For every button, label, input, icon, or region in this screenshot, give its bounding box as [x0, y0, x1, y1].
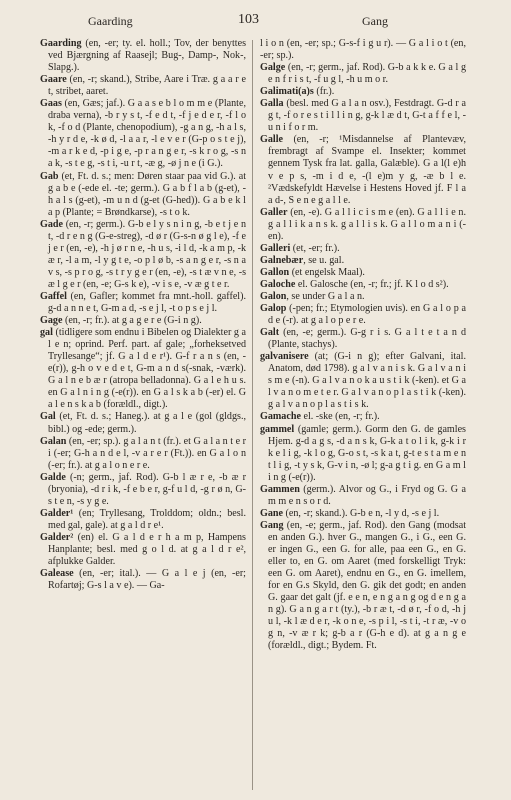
entry-text: (at; (G-i n g); efter Galvani, ital. Anatom, død 1798). g a l v a n i s k. G a l v a n i s m e (-n). G a l v a n o k a u s t i k (-ken). et G a l v a n o m e t e r. G a l v a n o p l a s t i k (-ken). g a l v a n o p l a s t i s k.: [268, 351, 466, 411]
entry-text: (besl. med G a l a n osv.), Festdragt. G-d r a g t, -f o r e s t i l l i n g, g-k l æ d t, G-t a f f e l, -u n i f o r m.: [268, 98, 466, 134]
entry-text: , se u. gal.: [303, 254, 345, 266]
entry-text: (en, Gæs; jaf.). G a a s e b l o m m e (Plante, draba verna), -b r y s t, -f e d t, -f j e d e r, -f l o k, -f o d (Plante, chenopodium), -g a n g, -h a l s, -h y r d e, -k ø d, -l a a r, -l e v e r (G-p o s t e j), -m a r k e d, -p i g e, -p r a n g e r, -s k r o g, -s n a k, -s t e g, -s t i, -u r t, -æ g, -ø j n e (i G.).: [48, 98, 246, 170]
entry-text: (-n; germ., jaf. Rod). G-b l æ r e, -b æ r (bryonia), -d r i k, -f e b e r, g-f u l d, -g r ø n, G-s t e n, -s y g e.: [48, 471, 246, 507]
entry-headword: Galease: [40, 568, 74, 580]
dictionary-entry: [260, 279, 466, 291]
entry-text: (-pen; fr.; Etymologien uvis). en G a l o p a d e (-r). at g a l o p e r e.: [268, 303, 466, 327]
dictionary-entry: [260, 424, 466, 484]
entry-text: (germ.). Alvor og G., i Fryd og G. G a m m e n s o r d.: [268, 483, 466, 507]
entry-headword: Galde: [40, 471, 66, 483]
right-column: [260, 38, 466, 794]
entry-text: (et engelsk Maal).: [289, 266, 365, 278]
dictionary-entry: [260, 291, 466, 303]
entry-headword: Gane: [260, 507, 283, 519]
entry-text: (en, -e; germ.). G-g r i s. G a l t e t a n d (Plante, stachys).: [268, 327, 466, 351]
entry-headword: Galt: [260, 327, 280, 339]
entry-text: (en, Gafler; kommet fra mnt.-holl. gaffel). g-d a n n e t, G-m a d, -s e j l, -t o p s e j l.: [48, 290, 246, 315]
entry-headword: Gade: [40, 218, 63, 230]
dictionary-entry: [40, 219, 246, 291]
entry-headword: Galimati(a)s: [260, 86, 314, 98]
entry-headword: Gaffel: [40, 290, 67, 302]
dictionary-entry: [260, 484, 466, 508]
dictionary-entry: [40, 532, 246, 568]
entry-headword: Galoche: [260, 278, 296, 290]
entry-text: (en, -r; germ.). G-b e l y s n i n g, -b e t j e n t, -d r e n g (G-e-streg), -d ø r (G-s-n ø g l e), -f e j e r (en, -e), -h j ø r n e, -h u s, -i l d, -k a m p, -k æ r, -l a m, -l y g t e, -o p l ø b, -s a n g e r, -s n a v s, -s p r o g, -s t r y g e r (en, -e), -s t æ v n e, -s æ l g e r (en, -e; G-s k e), -v i s e, -v æ g t e r.: [48, 218, 246, 290]
dictionary-entry: [260, 62, 466, 86]
header-first-word: Gaarding: [88, 14, 133, 28]
dictionary-entry: [260, 207, 466, 243]
dictionary-entry: [260, 98, 466, 134]
entry-headword: Galler: [260, 206, 288, 218]
entry-text: (en, -er; ital.). — G a l e j (en, -er; Rofartøj; G-s l a v e). — Ga-: [48, 568, 246, 592]
entry-headword: Gaare: [40, 74, 67, 86]
entry-text: (en, -er; ty. el. holl.; Tov, der benyttes ved Bjærgning af Raasejl; Bug-, Damp-, Nok-, Slapg.).: [48, 38, 246, 74]
entry-headword: Gallon: [260, 266, 290, 278]
entry-text: el. Galosche (en, -r; fr.; jf. K l o d s²).: [295, 278, 449, 290]
dictionary-entry: [40, 291, 246, 315]
dictionary-entry: [260, 134, 466, 206]
page-number: 103: [238, 12, 259, 27]
dictionary-entry: [40, 568, 246, 592]
dictionary-entry: [260, 411, 466, 423]
running-head: [0, 10, 511, 32]
left-column: [40, 38, 246, 794]
column-divider: [252, 40, 253, 790]
entry-text: (tidligere som endnu i Bibelen og Dialekter g a l e n; oprind. Perf. part. af gale; „forheksetved Tryllesange“; jf. G a l d e r¹). G-f r a n s (en, -e(r)), g-h o v e d e t, G-m a n d s(-snak, -værk). G a l n e b æ r (atropa belladonna). G a l e h u s. en G a l n i n g (-e(r)). en G a l s k a b (-er) el. G a l e n s k a b (forældl., digt.).: [48, 327, 246, 411]
entry-headword: gal: [40, 327, 53, 339]
dictionary-entry: [260, 255, 466, 267]
entry-headword: Galleri: [260, 242, 291, 254]
entry-headword: Gab: [40, 170, 59, 182]
entry-headword: Galop: [260, 303, 287, 315]
entry-headword: Gaarding: [40, 38, 82, 49]
entry-text: (en, -r; germ., jaf. Rod). G-b a k k e. G a l g e n f r i s t, -f u g l, -h u m o r.: [268, 62, 466, 86]
dictionary-entry: [260, 86, 466, 98]
dictionary-entry: [40, 508, 246, 532]
dictionary-entry: [260, 38, 466, 62]
dictionary-entry: [260, 508, 466, 520]
entry-headword: Gamache: [260, 411, 301, 423]
entry-text: (et, -er; fr.).: [290, 242, 340, 254]
dictionary-entry: [40, 472, 246, 508]
entry-headword: Galle: [260, 134, 283, 146]
entry-text: (et, Ft. d. s.; men: Døren staar paa vid G.). at g a b e (-ede el. -te; germ.). G a b f l a b (g-et), -h a l s (g-et), -m u n d (g-et (G-hed)). G a b e k l a p (Plante; = Brøndkarse), -s t o k.: [48, 170, 246, 218]
dictionary-entry: [40, 74, 246, 98]
dictionary-entry: [40, 327, 246, 411]
dictionary-entry: [40, 171, 246, 219]
dictionary-entry: [40, 38, 246, 74]
dictionary-entry: [260, 243, 466, 255]
entry-text: l i o n (en, -er; sp.; G-s-f i g u r). — G a l i o t (en, -er; sp.).: [260, 38, 466, 62]
dictionary-entry: [260, 351, 466, 411]
entry-text: (en; Tryllesang, Trolddom; oldn.; besl. med gal, gale). at g a l d r e¹.: [48, 507, 246, 531]
entry-text: , se under G a l a n.: [286, 290, 365, 302]
dictionary-entry: [40, 315, 246, 327]
entry-headword: gammel: [260, 423, 295, 435]
entry-headword: Gang: [260, 519, 284, 531]
entry-headword: Galan: [40, 435, 67, 447]
entry-text: (en, -r; skand.). G-b e n, -l y d, -s e j l.: [283, 507, 440, 519]
entry-text: (et, Ft. d. s.; Haneg.). at g a l e (gol (gldgs., bibl.) og -ede; germ.).: [48, 411, 246, 435]
entry-text: (en, -r; skand.), Stribe, Aare i Træ. g a a r e t, stribet, aaret.: [48, 74, 246, 98]
entry-text: (en, -e; germ., jaf. Rod). den Gang (modsat en anden G.). hver G., mangen G., i G., een G. er ingen G., een G. for alle, paa een G., en G. eller to, en G. om Aaret (med forskelligt Tryk: een G. om Aaret), endnu en G., en G. imellem, for en G.s Skyld, den G. gik det godt; en anden G. gaar det galt (jf. e e n, e n g a n g og d e n g a n g). G a n g a r t (ty.), -b r æ t, -d ø r, -f o d, -h j u l, -k l æ d e r, -k o n e, -s p i l, -s t i, -t r æ, -v o g n, -v æ r k; g-b a r (G-h e d). at g a n g e (forældl., digt.; Bydem. Ft.: [268, 519, 466, 652]
entry-text: (en, -e). G a l l i c i s m e (en). G a l l i e n. g a l l i k a n s k. g a l l i s k. G a l l o m a n i (-en).: [268, 206, 466, 242]
entry-headword: Gaas: [40, 98, 62, 110]
entry-headword: Galon: [260, 290, 287, 302]
entry-text: (fr.).: [313, 86, 335, 98]
entry-headword: Galge: [260, 62, 286, 74]
dictionary-entry: [40, 436, 246, 472]
entry-headword: Gal: [40, 411, 56, 423]
entry-headword: Galder¹: [40, 507, 74, 519]
dictionary-entry: [260, 303, 466, 327]
entry-text: (en, -r; ¹Misdannelse af Plantevæv, frembragt af Svampe el. Insekter; kommet gennem Tysk fra lat. galla, Galæble). G a l(l e)h v e p s, -m i d e, -(l e)m y g, -æ b l e. ²Vædskefyldt Hævelse i Hestens Hoved jf. F l a a d-, S e n e g a l l e.: [268, 134, 466, 206]
header-last-word: Gang: [362, 14, 388, 28]
entry-headword: galvanisere: [260, 351, 309, 363]
entry-headword: Gage: [40, 315, 63, 327]
entry-text: (en, -r; fr.). at g a g e r e (G-i n g).: [62, 315, 202, 327]
dictionary-entry: [260, 520, 466, 653]
dictionary-entry: [40, 411, 246, 435]
entry-text: (en) el. G a l d e r h a m p, Hampens Hanplante; besl. med g o l d. at g a l d r e², afplukke Galder.: [48, 531, 246, 568]
entry-headword: Gammen: [260, 483, 300, 495]
entry-text: el. -ske (en, -r; fr.).: [300, 411, 380, 423]
dictionary-entry: [260, 327, 466, 351]
entry-headword: Galnebær: [260, 254, 304, 266]
dictionary-entry: [260, 267, 466, 279]
entry-headword: Galder²: [40, 531, 74, 543]
dictionary-entry: [40, 98, 246, 170]
entry-text: (gamle; germ.). Gorm den G. de gamles Hjem. g-d a g s, -d a n s k, G-k a t o l i k, g-k i r k e l i g, -k l o g, G-o s t, -s k a t, g-t e s t a m e n t l i g, -t y s k, G-v i n, -ø l; g-a g t i g. en G a m l i n g (-e(r)).: [268, 423, 466, 483]
entry-headword: Galla: [260, 98, 284, 110]
entry-text: (en, -er; sp.). g a l a n t (fr.). et G a l a n t e r i (-er; G-h a n d e l, -v a r e r (Ft.)). en G a l o n (-er; fr.). at g a l o n e r e.: [48, 435, 246, 471]
